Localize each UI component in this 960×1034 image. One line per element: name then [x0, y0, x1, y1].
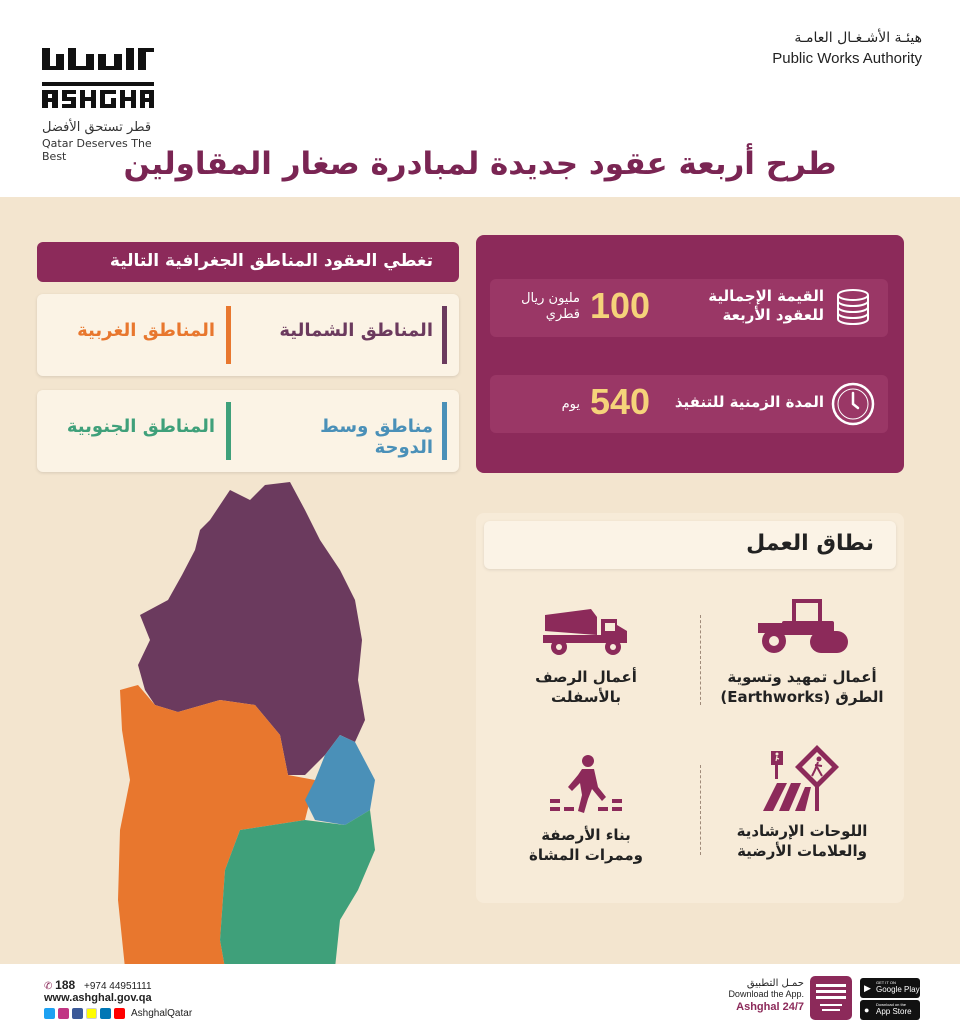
google-play-button[interactable]: ▶ GET IT ON Google Play: [860, 978, 920, 998]
scope-item-signage: [702, 743, 902, 862]
region-color-bar: [226, 306, 231, 364]
ashghal-app-icon[interactable]: [810, 976, 852, 1020]
social-handle: AshghalQatar: [131, 1008, 193, 1019]
region-north: المناطق الشمالية: [279, 320, 433, 341]
facebook-icon[interactable]: [72, 1008, 83, 1019]
google-play-icon: ▶: [864, 983, 871, 993]
website-link[interactable]: www.ashghal.gov.qa: [44, 992, 152, 1004]
stat-total-value: [490, 279, 888, 337]
twitter-icon[interactable]: [44, 1008, 55, 1019]
divider: [700, 765, 701, 855]
hotline-number: 188: [55, 978, 76, 992]
scope-title-box: [484, 521, 896, 569]
region-central-doha: مناطق وسط الدوحة: [320, 416, 433, 458]
scope-item-earthworks: [702, 595, 902, 708]
region-card-row-1: [37, 294, 459, 376]
stat-value-unit: مليون ريال قطري: [521, 291, 580, 323]
regions-title: تغطي العقود المناطق الجغرافية التالية: [37, 242, 459, 282]
stats-panel: [476, 235, 904, 473]
authority-name-ar: هيئـة الأشـغـال العامـة: [794, 30, 922, 46]
snapchat-icon[interactable]: [86, 1008, 97, 1019]
authority-name: [772, 30, 922, 67]
social-links: [44, 1008, 192, 1019]
authority-name-en: Public Works Authority: [772, 50, 922, 67]
ashghal-logo-mark: [42, 48, 154, 110]
cement-truck-icon: [541, 601, 631, 659]
scope-of-work-panel: [476, 513, 904, 903]
stat-value-number: 100: [590, 285, 651, 326]
app-store-button[interactable]: ● Download on the App Store: [860, 1000, 920, 1020]
app-logo-mark: [810, 976, 852, 1020]
scope-asphalt-label: أعمال الرصف بالأسفلت: [535, 668, 637, 707]
instagram-icon[interactable]: [58, 1008, 69, 1019]
scope-earthworks-label: أعمال تمهيد وتسوية الطرق (Earthworks): [720, 668, 884, 707]
coins-stack-icon: [830, 285, 876, 331]
apple-icon: ●: [864, 1005, 870, 1015]
footer: [0, 964, 960, 1034]
download-en: Download the App.: [728, 989, 804, 999]
contact-phone[interactable]: [44, 978, 152, 992]
region-card-row-2: [37, 390, 459, 472]
header: [0, 0, 960, 197]
qatar-regions-map: [100, 480, 400, 968]
phone-icon: ✆: [44, 981, 53, 992]
pedestrian-sign-icon: [757, 743, 847, 813]
page-title: طرح أربعة عقود جديدة لمبادرة صغار المقاولين: [123, 146, 837, 182]
clock-icon: [830, 381, 876, 427]
phone-number: +974 44951111: [83, 981, 152, 992]
stat-duration-number: 540: [590, 381, 651, 422]
stat-value-label: القيمة الإجمالية للعقود الأربعة: [708, 287, 824, 324]
region-color-bar: [226, 402, 231, 460]
logo-tagline-en: Qatar Deserves The Best: [42, 137, 152, 163]
road-roller-icon: [752, 595, 852, 659]
stat-duration-unit: يوم: [561, 397, 580, 412]
stat-duration-label: المدة الزمنية للتنفيذ: [674, 393, 824, 411]
scope-item-asphalt: [486, 601, 686, 708]
app-name: Ashghal 24/7: [736, 1001, 804, 1013]
scope-signage-label: اللوحات الإرشادية والعلامات الأرضية: [736, 822, 868, 861]
scope-title: نطاق العمل: [746, 531, 874, 556]
stat-duration: [490, 375, 888, 433]
scope-sidewalks-label: بناء الأرصفة وممرات المشاة: [528, 826, 644, 865]
region-west: المناطق الغربية: [77, 320, 215, 341]
region-south: المناطق الجنوبية: [66, 416, 215, 437]
region-color-bar: [442, 402, 447, 460]
map-region-south: [220, 810, 375, 968]
pedestrian-crossing-icon: [546, 753, 626, 817]
download-app-text: [718, 978, 804, 1013]
linkedin-icon[interactable]: [100, 1008, 111, 1019]
scope-item-sidewalks: [486, 753, 686, 866]
youtube-icon[interactable]: [114, 1008, 125, 1019]
logo-tagline-ar: قطر تستحق الأفضل: [42, 120, 152, 135]
divider: [700, 615, 701, 705]
download-ar: حمـل التطبيق: [746, 978, 804, 989]
region-color-bar: [442, 306, 447, 364]
